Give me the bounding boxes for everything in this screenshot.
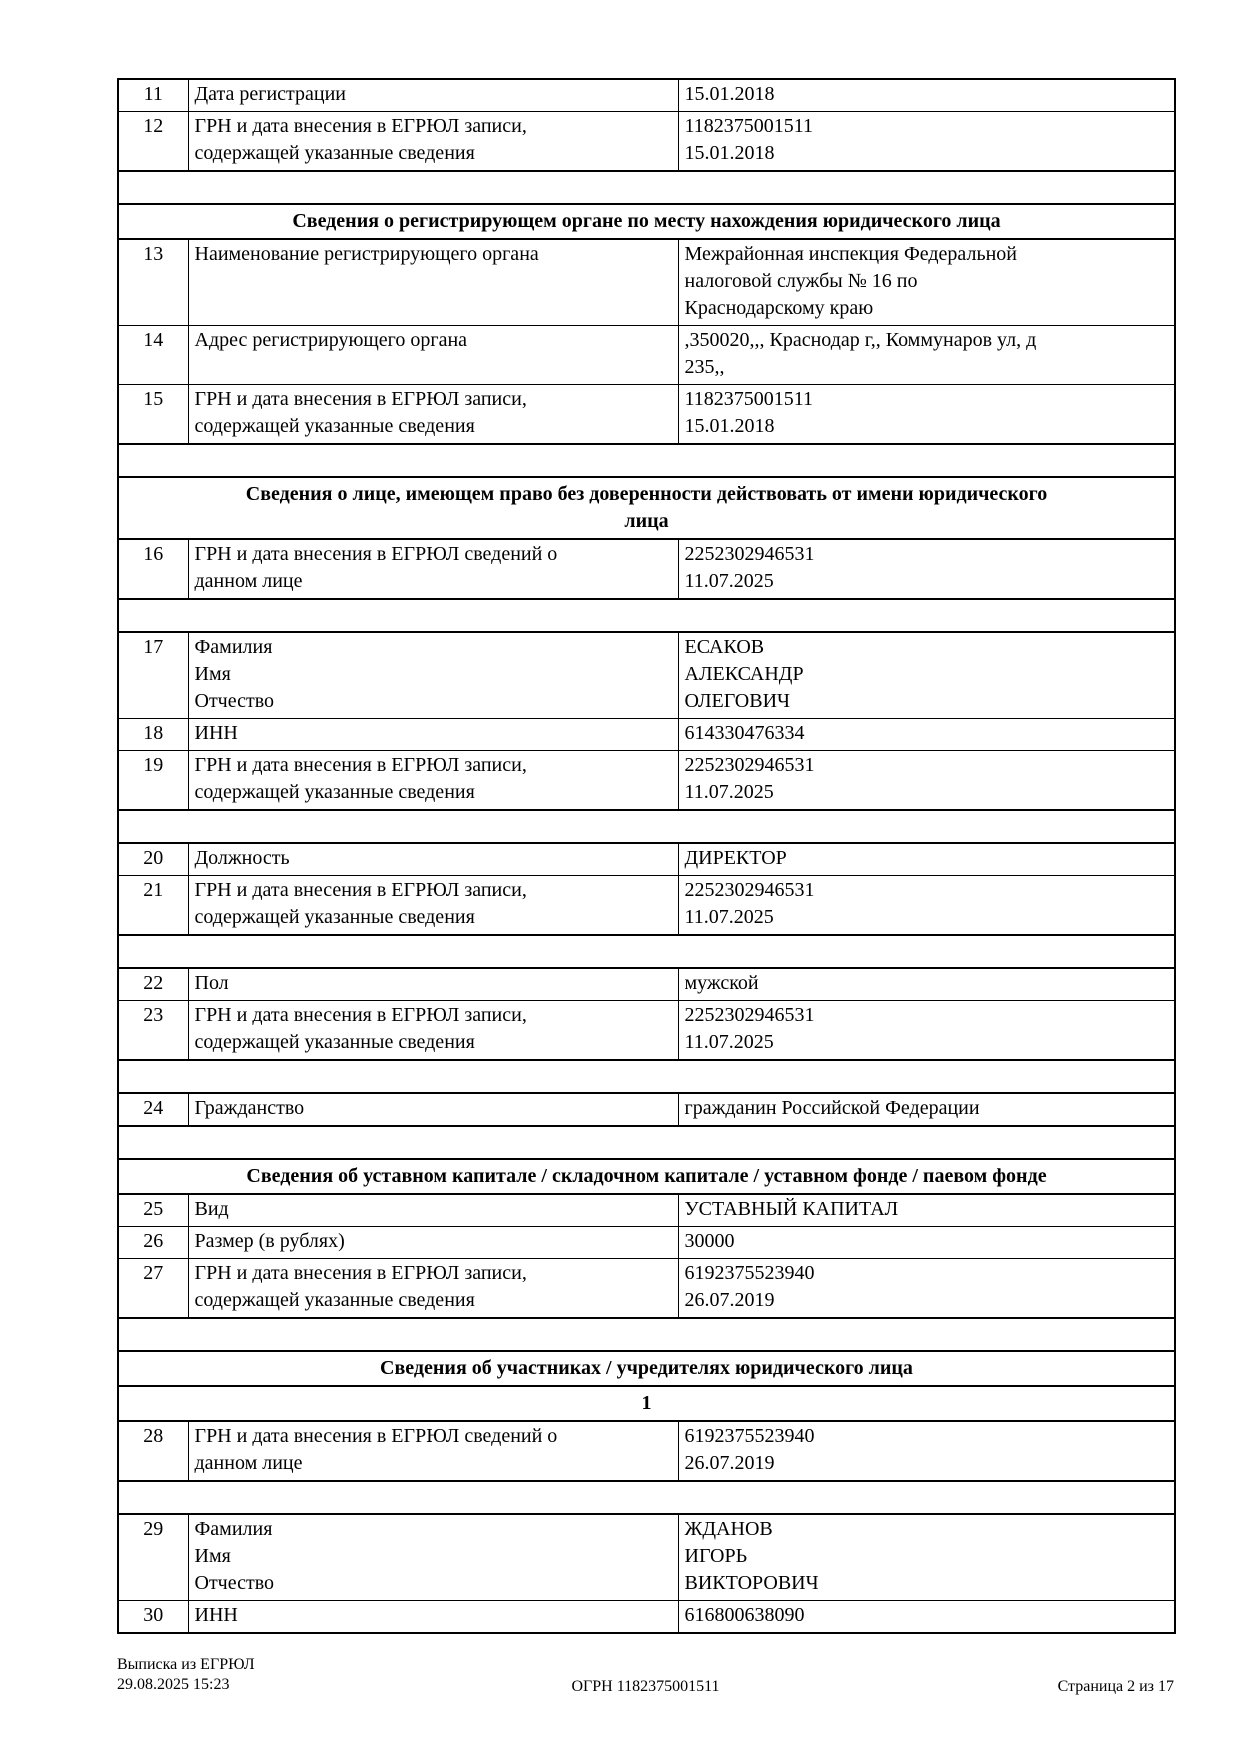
table-row-13 bbox=[118, 239, 1175, 326]
table-row-25 bbox=[118, 1194, 1175, 1227]
row-24-value bbox=[678, 1093, 1175, 1126]
cell-line: Фамилия bbox=[194, 1518, 273, 1540]
spacer-cell bbox=[118, 1060, 1175, 1093]
cell-line: ИНН bbox=[194, 722, 238, 744]
cell-line: Наименование регистрирующего органа bbox=[194, 243, 539, 265]
cell-line: ,350020,,, Краснодар г,, Коммунаров ул, д bbox=[684, 329, 1037, 351]
cell-line: 15.01.2018 bbox=[684, 83, 775, 105]
cell-line: мужской bbox=[684, 972, 759, 994]
row-25-label bbox=[188, 1194, 678, 1227]
table-row-18 bbox=[118, 719, 1175, 751]
section-title-line: Сведения об участниках / учредителях юридического лица bbox=[380, 1357, 913, 1379]
cell-line: 11.07.2025 bbox=[684, 1031, 774, 1053]
row-27-value bbox=[678, 1259, 1175, 1319]
cell-line: 11.07.2025 bbox=[684, 906, 774, 928]
footer-page-number: Страница 2 из 17 bbox=[1057, 1678, 1174, 1695]
row-25-value bbox=[678, 1194, 1175, 1227]
cell-line: гражданин Российской Федерации bbox=[684, 1097, 980, 1119]
section-header-cell bbox=[118, 1351, 1175, 1386]
row-20-value bbox=[678, 843, 1175, 876]
row-12-label bbox=[188, 112, 678, 172]
cell-line: 235,, bbox=[684, 356, 725, 378]
cell-line: 1182375001511 bbox=[684, 388, 814, 410]
row-20-label bbox=[188, 843, 678, 876]
cell-line: содержащей указанные сведения bbox=[194, 1289, 475, 1311]
row-22-number: 22 bbox=[118, 968, 188, 1001]
table-row-11 bbox=[118, 79, 1175, 112]
cell-line: 614330476334 bbox=[684, 722, 805, 744]
row-12-number: 12 bbox=[118, 112, 188, 172]
cell-line: содержащей указанные сведения bbox=[194, 906, 475, 928]
table-row-23 bbox=[118, 1001, 1175, 1061]
cell-line: АЛЕКСАНДР bbox=[684, 663, 804, 685]
row-21-number: 21 bbox=[118, 876, 188, 936]
row-16-label bbox=[188, 539, 678, 599]
row-22-value bbox=[678, 968, 1175, 1001]
row-21-label bbox=[188, 876, 678, 936]
spacer-cell bbox=[118, 810, 1175, 843]
cell-line: Межрайонная инспекция Федеральной bbox=[684, 243, 1017, 265]
section-header-registering-authority bbox=[118, 204, 1175, 239]
row-27-label bbox=[188, 1259, 678, 1319]
cell-line: данном лице bbox=[194, 570, 303, 592]
row-29-number: 29 bbox=[118, 1514, 188, 1601]
row-12-value bbox=[678, 112, 1175, 172]
row-14-value bbox=[678, 326, 1175, 385]
row-18-label bbox=[188, 719, 678, 751]
row-18-number: 18 bbox=[118, 719, 188, 751]
cell-line: Дата регистрации bbox=[194, 83, 346, 105]
cell-line: Имя bbox=[194, 1545, 231, 1567]
section-title-line: Сведения об уставном капитале / складочном капитале / уставном фонде / паевом фонде bbox=[246, 1165, 1047, 1187]
row-16-value bbox=[678, 539, 1175, 599]
row-14-label bbox=[188, 326, 678, 385]
cell-line: ОЛЕГОВИЧ bbox=[684, 690, 791, 712]
cell-line: 15.01.2018 bbox=[684, 142, 775, 164]
cell-line: ГРН и дата внесения в ЕГРЮЛ записи, bbox=[194, 115, 527, 137]
row-15-value bbox=[678, 385, 1175, 445]
row-28-label bbox=[188, 1421, 678, 1481]
cell-line: 11.07.2025 bbox=[684, 570, 774, 592]
row-19-label bbox=[188, 751, 678, 811]
cell-line: Гражданство bbox=[194, 1097, 305, 1119]
cell-line: УСТАВНЫЙ КАПИТАЛ bbox=[684, 1198, 899, 1220]
section-header-cell bbox=[118, 477, 1175, 539]
row-20-number: 20 bbox=[118, 843, 188, 876]
row-22-label bbox=[188, 968, 678, 1001]
founder-index-cell: 1 bbox=[118, 1386, 1175, 1421]
cell-line: содержащей указанные сведения bbox=[194, 1031, 475, 1053]
cell-line: ДИРЕКТОР bbox=[684, 847, 787, 869]
cell-line: 26.07.2019 bbox=[684, 1452, 775, 1474]
row-17-value bbox=[678, 632, 1175, 719]
footer-datetime: 29.08.2025 15:23 bbox=[117, 1676, 230, 1693]
row-27-number: 27 bbox=[118, 1259, 188, 1319]
table-row-20 bbox=[118, 843, 1175, 876]
table-row-16 bbox=[118, 539, 1175, 599]
spacer-cell bbox=[118, 171, 1175, 204]
cell-line: Вид bbox=[194, 1198, 229, 1220]
row-18-value bbox=[678, 719, 1175, 751]
cell-line: налоговой службы № 16 по bbox=[684, 270, 918, 292]
row-30-value bbox=[678, 1601, 1175, 1634]
spacer-row bbox=[118, 1318, 1175, 1351]
row-26-value bbox=[678, 1227, 1175, 1259]
table-row-21 bbox=[118, 876, 1175, 936]
row-23-value bbox=[678, 1001, 1175, 1061]
spacer-cell bbox=[118, 1318, 1175, 1351]
cell-line: ЕСАКОВ bbox=[684, 636, 765, 658]
row-26-number: 26 bbox=[118, 1227, 188, 1259]
cell-line: 2252302946531 bbox=[684, 754, 815, 776]
cell-line: 6192375523940 bbox=[684, 1425, 815, 1447]
table-row-22 bbox=[118, 968, 1175, 1001]
row-21-value bbox=[678, 876, 1175, 936]
table-row-29 bbox=[118, 1514, 1175, 1601]
cell-line: Пол bbox=[194, 972, 229, 994]
cell-line: Отчество bbox=[194, 1572, 275, 1594]
row-30-number: 30 bbox=[118, 1601, 188, 1634]
spacer-row bbox=[118, 1126, 1175, 1159]
cell-line: ГРН и дата внесения в ЕГРЮЛ записи, bbox=[194, 879, 527, 901]
cell-line: 616800638090 bbox=[684, 1604, 805, 1626]
cell-line: Должность bbox=[194, 847, 290, 869]
cell-line: Размер (в рублях) bbox=[194, 1230, 345, 1252]
section-title-line: Сведения о регистрирующем органе по месту нахождения юридического лица bbox=[292, 210, 1001, 232]
section-title-line: Сведения о лице, имеющем право без доверенности действовать от имени юридического bbox=[245, 483, 1048, 505]
cell-line: 30000 bbox=[684, 1230, 735, 1252]
cell-line: 11.07.2025 bbox=[684, 781, 774, 803]
cell-line: ГРН и дата внесения в ЕГРЮЛ записи, bbox=[194, 1262, 527, 1284]
row-30-label bbox=[188, 1601, 678, 1634]
row-29-value bbox=[678, 1514, 1175, 1601]
row-15-label bbox=[188, 385, 678, 445]
cell-line: ИНН bbox=[194, 1604, 238, 1626]
cell-line: 15.01.2018 bbox=[684, 415, 775, 437]
cell-line: Краснодарскому краю bbox=[684, 297, 874, 319]
table-row-28 bbox=[118, 1421, 1175, 1481]
table-row-27 bbox=[118, 1259, 1175, 1319]
row-25-number: 25 bbox=[118, 1194, 188, 1227]
cell-line: 6192375523940 bbox=[684, 1262, 815, 1284]
cell-line: ЖДАНОВ bbox=[684, 1518, 773, 1540]
cell-line: 2252302946531 bbox=[684, 879, 815, 901]
spacer-row bbox=[118, 1060, 1175, 1093]
footer-ogrn: ОГРН 1182375001511 bbox=[571, 1678, 720, 1695]
row-17-number: 17 bbox=[118, 632, 188, 719]
cell-line: 26.07.2019 bbox=[684, 1289, 775, 1311]
spacer-row bbox=[118, 935, 1175, 968]
row-24-number: 24 bbox=[118, 1093, 188, 1126]
row-28-value bbox=[678, 1421, 1175, 1481]
section-header-founders bbox=[118, 1351, 1175, 1386]
spacer-cell bbox=[118, 444, 1175, 477]
table-row-19 bbox=[118, 751, 1175, 811]
table-row-17 bbox=[118, 632, 1175, 719]
cell-line: ГРН и дата внесения в ЕГРЮЛ записи, bbox=[194, 388, 527, 410]
row-26-label bbox=[188, 1227, 678, 1259]
cell-line: ГРН и дата внесения в ЕГРЮЛ сведений о bbox=[194, 1425, 558, 1447]
section-header-charter-capital bbox=[118, 1159, 1175, 1194]
cell-line: ГРН и дата внесения в ЕГРЮЛ сведений о bbox=[194, 543, 558, 565]
row-16-number: 16 bbox=[118, 539, 188, 599]
row-24-label bbox=[188, 1093, 678, 1126]
cell-line: содержащей указанные сведения bbox=[194, 142, 475, 164]
row-19-number: 19 bbox=[118, 751, 188, 811]
row-11-label bbox=[188, 79, 678, 112]
row-15-number: 15 bbox=[118, 385, 188, 445]
table-row-14 bbox=[118, 326, 1175, 385]
cell-line: Имя bbox=[194, 663, 231, 685]
founder-index-row bbox=[118, 1386, 1175, 1421]
spacer-row bbox=[118, 171, 1175, 204]
spacer-cell bbox=[118, 1126, 1175, 1159]
row-14-number: 14 bbox=[118, 326, 188, 385]
cell-line: 2252302946531 bbox=[684, 543, 815, 565]
table-row-15 bbox=[118, 385, 1175, 445]
cell-line: содержащей указанные сведения bbox=[194, 781, 475, 803]
row-23-number: 23 bbox=[118, 1001, 188, 1061]
row-29-label bbox=[188, 1514, 678, 1601]
section-header-authorized-person bbox=[118, 477, 1175, 539]
row-23-label bbox=[188, 1001, 678, 1061]
row-13-value bbox=[678, 239, 1175, 326]
cell-line: ГРН и дата внесения в ЕГРЮЛ записи, bbox=[194, 1004, 527, 1026]
section-header-cell bbox=[118, 1159, 1175, 1194]
spacer-row bbox=[118, 444, 1175, 477]
cell-line: Адрес регистрирующего органа bbox=[194, 329, 468, 351]
cell-line: Фамилия bbox=[194, 636, 273, 658]
cell-line: содержащей указанные сведения bbox=[194, 415, 475, 437]
table-row-26 bbox=[118, 1227, 1175, 1259]
row-13-label bbox=[188, 239, 678, 326]
cell-line: 1182375001511 bbox=[684, 115, 814, 137]
spacer-row bbox=[118, 1481, 1175, 1514]
row-13-number: 13 bbox=[118, 239, 188, 326]
egrul-extract-table bbox=[117, 78, 1176, 1634]
table-row-24 bbox=[118, 1093, 1175, 1126]
cell-line: 2252302946531 bbox=[684, 1004, 815, 1026]
section-header-cell bbox=[118, 204, 1175, 239]
row-17-label bbox=[188, 632, 678, 719]
row-11-value bbox=[678, 79, 1175, 112]
row-28-number: 28 bbox=[118, 1421, 188, 1481]
cell-line: ВИКТОРОВИЧ bbox=[684, 1572, 819, 1594]
page-footer bbox=[117, 1655, 1174, 1697]
spacer-row bbox=[118, 599, 1175, 632]
spacer-cell bbox=[118, 599, 1175, 632]
footer-doc-title: Выписка из ЕГРЮЛ bbox=[117, 1656, 255, 1673]
cell-line: ИГОРЬ bbox=[684, 1545, 748, 1567]
cell-line: ГРН и дата внесения в ЕГРЮЛ записи, bbox=[194, 754, 527, 776]
table-row-30 bbox=[118, 1601, 1175, 1634]
row-19-value bbox=[678, 751, 1175, 811]
spacer-cell bbox=[118, 935, 1175, 968]
spacer-row bbox=[118, 810, 1175, 843]
spacer-cell bbox=[118, 1481, 1175, 1514]
cell-line: Отчество bbox=[194, 690, 275, 712]
table-row-12 bbox=[118, 112, 1175, 172]
cell-line: данном лице bbox=[194, 1452, 303, 1474]
section-title-line: лица bbox=[624, 510, 669, 532]
row-11-number: 11 bbox=[118, 79, 188, 112]
